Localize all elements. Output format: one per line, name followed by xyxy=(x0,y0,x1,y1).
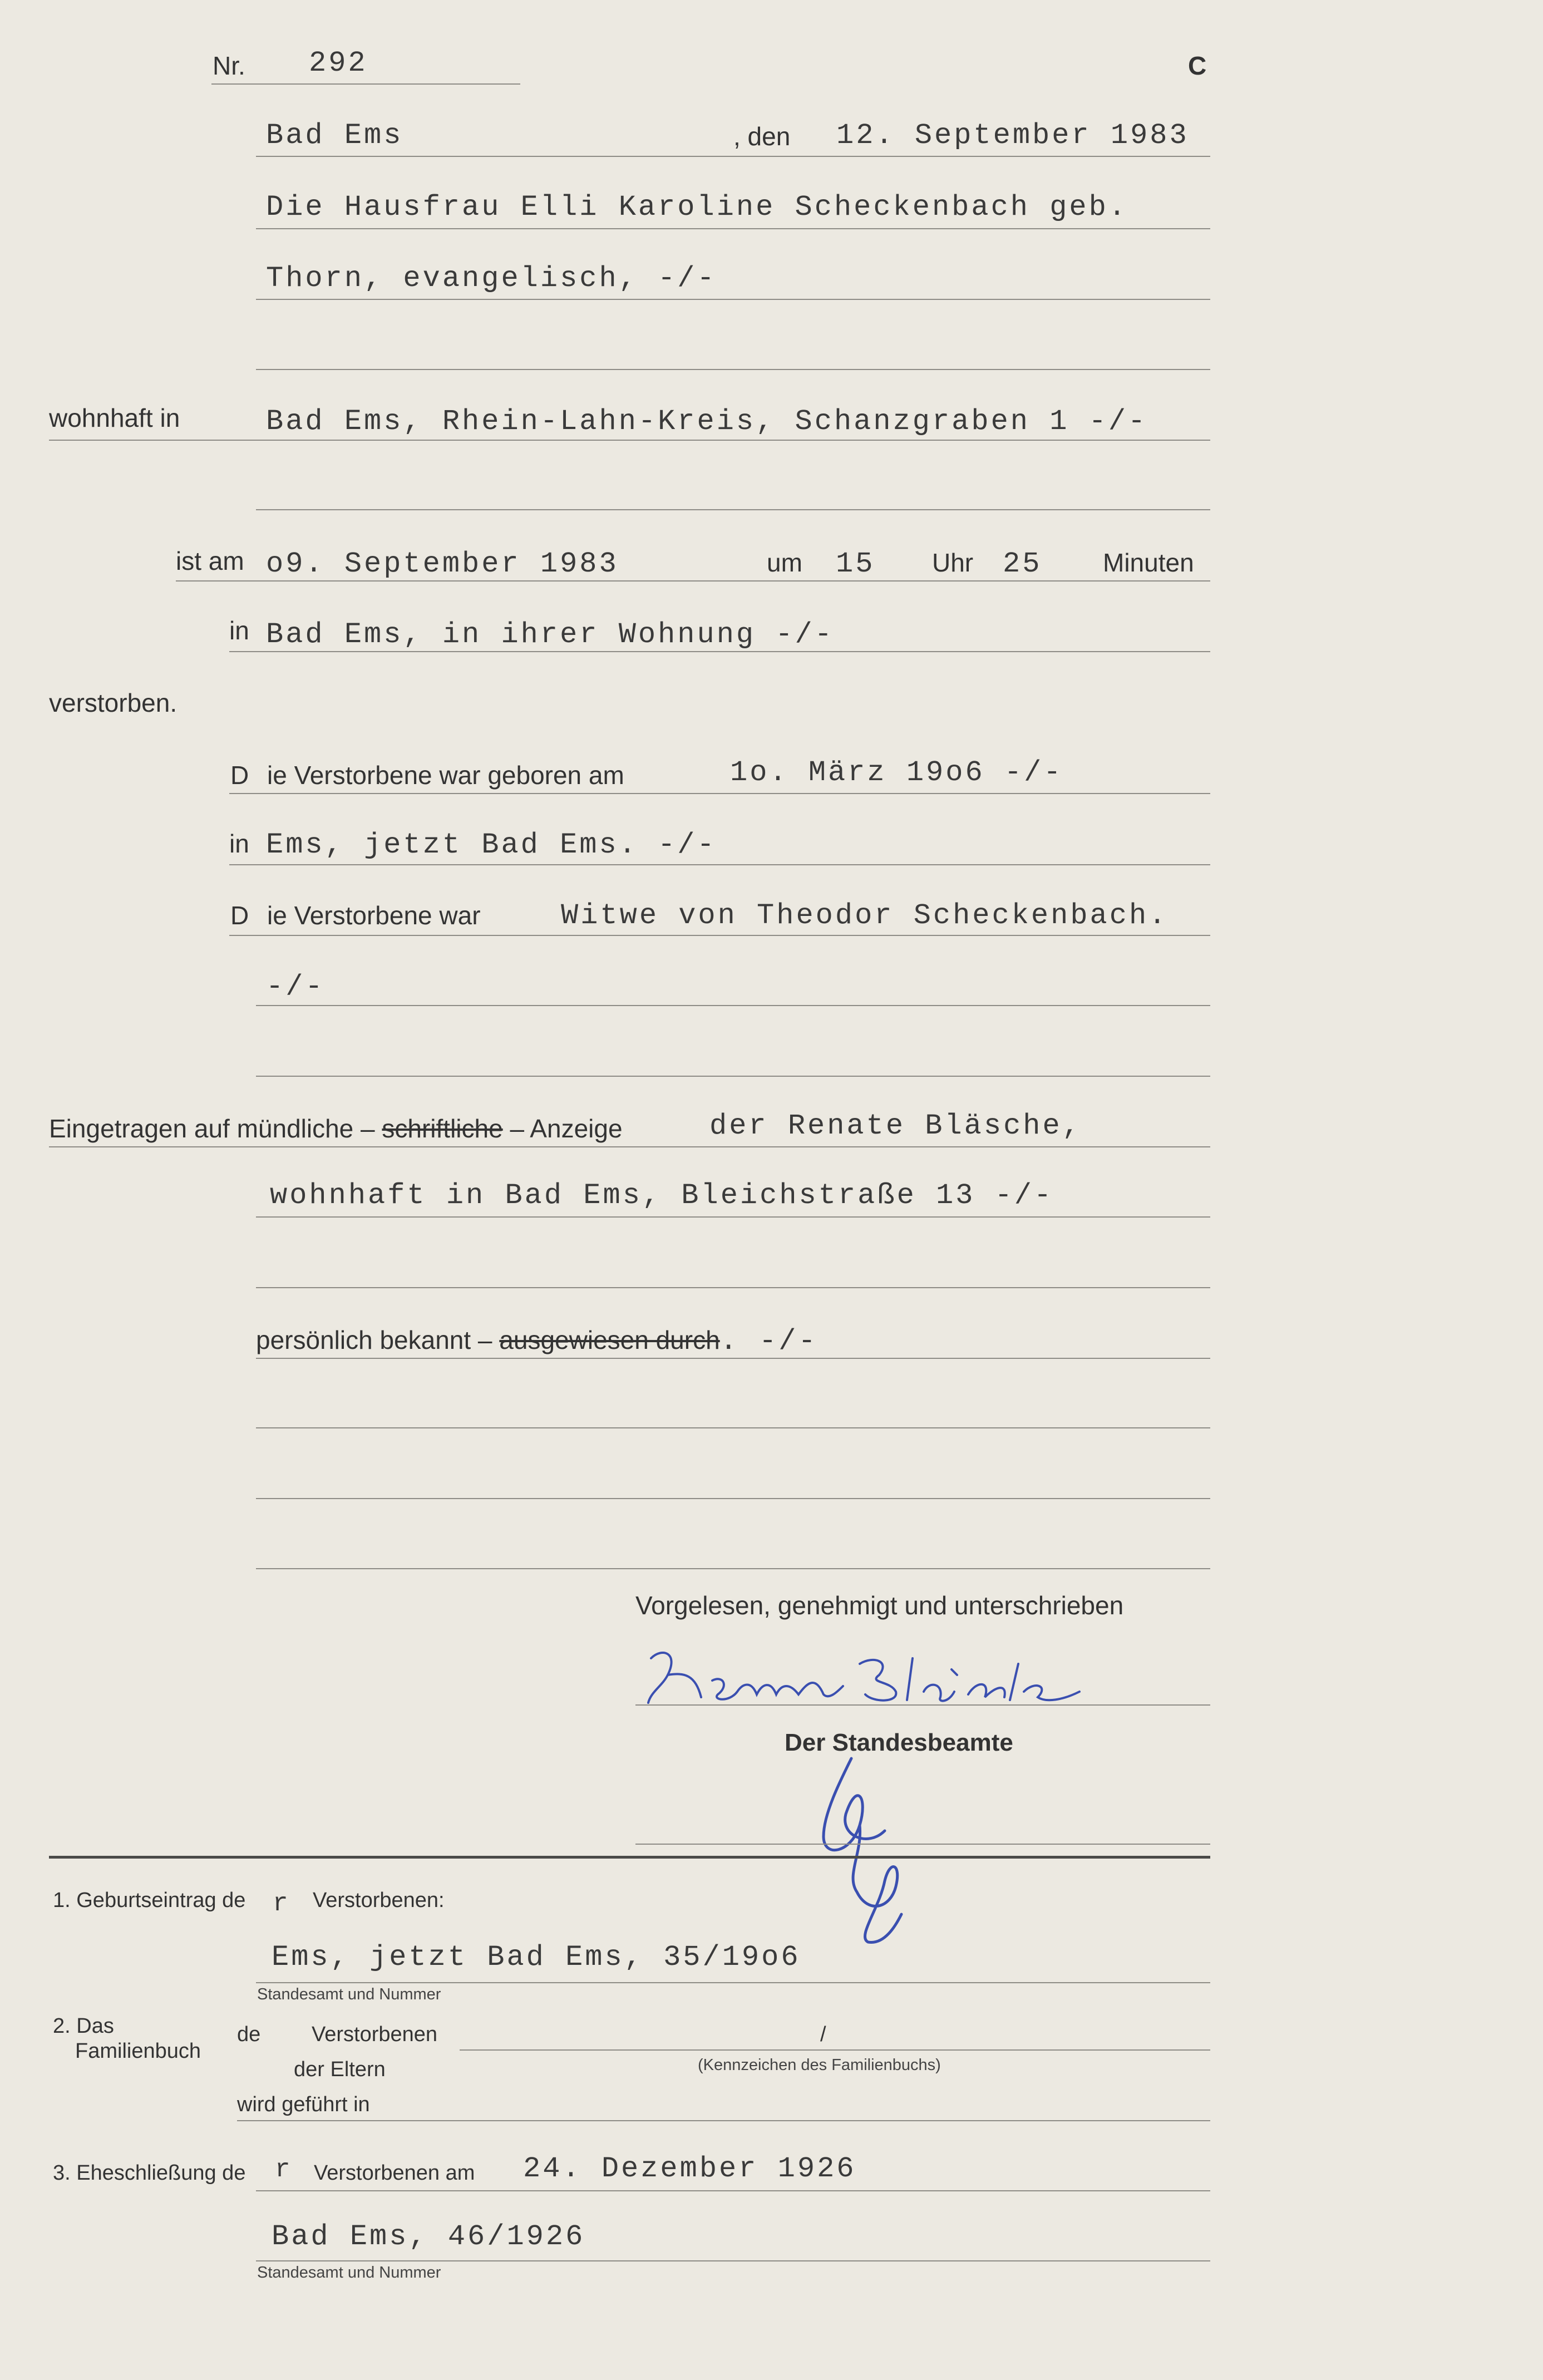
informant-rule xyxy=(256,1216,1210,1218)
uhr-label: Uhr xyxy=(932,548,974,577)
marriage-registry-rule xyxy=(256,2260,1210,2261)
birth-label-d: D xyxy=(230,761,249,790)
place-date-line xyxy=(256,156,1210,157)
registry-place: Bad Ems xyxy=(266,119,403,152)
marriage-label-2: Verstorbenen am xyxy=(314,2161,475,2185)
residence-rule xyxy=(49,440,1210,441)
registry-caption-2: Standesamt und Nummer xyxy=(257,2264,441,2282)
um-label: um xyxy=(767,548,802,577)
report-rule xyxy=(49,1146,1210,1147)
marriage-date: 24. Dezember 1926 xyxy=(523,2152,856,2185)
birth-entry-label: 1. Geburtseintrag de xyxy=(53,1889,246,1912)
family-book-verstorbenen: Verstorbenen xyxy=(312,2023,438,2046)
residence: Bad Ems, Rhein-Lahn-Kreis, Schanzgraben 1 -/- xyxy=(266,405,1148,438)
birth-label: ie Verstorbene war geboren am xyxy=(267,761,624,790)
birth-entry-value: Ems, jetzt Bad Ems, 35/19o6 xyxy=(272,1941,801,1974)
nr-underline xyxy=(211,83,520,85)
death-place-rule xyxy=(229,651,1210,652)
marriage-rule xyxy=(256,2190,1210,2191)
known-label: persönlich bekannt – ausgewiesen durch. -/- xyxy=(256,1325,818,1358)
family-book-rule xyxy=(460,2049,1210,2051)
marriage-label: 3. Eheschließung de xyxy=(53,2161,246,2185)
signature-rule xyxy=(635,1704,1210,1706)
residence-rule-2 xyxy=(256,509,1210,510)
registration-date: 12. September 1983 xyxy=(836,119,1189,152)
official-label: Der Standesbeamte xyxy=(785,1729,1013,1756)
family-book-caption: (Kennzeichen des Familienbuchs) xyxy=(698,2056,941,2074)
family-book-slash: / xyxy=(820,2023,826,2046)
birth-entry-label-2: Verstorbenen: xyxy=(313,1889,445,1912)
status-continuation: -/- xyxy=(266,970,325,1003)
deceased-line-1-rule xyxy=(256,228,1210,229)
footnote-divider xyxy=(49,1856,1210,1859)
den-label: , den xyxy=(733,122,791,151)
status-label: ie Verstorbene war xyxy=(267,901,481,930)
birth-place-rule xyxy=(229,864,1210,865)
ist-am-label: ist am xyxy=(176,546,244,575)
minuten-label: Minuten xyxy=(1103,548,1194,577)
registry-caption: Standesamt und Nummer xyxy=(257,1985,441,2003)
status-rule-3 xyxy=(256,1076,1210,1077)
wohnhaft-label: wohnhaft in xyxy=(49,403,180,432)
report-label: Eingetragen auf mündliche – schriftliche – Anzeige xyxy=(49,1114,623,1143)
known-label-struck: ausgewiesen durch xyxy=(499,1325,720,1354)
marriage-registry: Bad Ems, 46/1926 xyxy=(272,2220,585,2253)
blank-rule-2 xyxy=(256,1498,1210,1499)
family-book-label-1: 2. Das xyxy=(53,2014,114,2038)
closing-statement: Vorgelesen, genehmigt und unterschrieben xyxy=(635,1591,1124,1620)
status-label-d: D xyxy=(230,901,249,930)
status-rule xyxy=(229,935,1210,936)
status-rule-2 xyxy=(256,1005,1210,1006)
official-rule xyxy=(635,1844,1210,1845)
death-date-rule xyxy=(176,580,1210,582)
blank-rule-3 xyxy=(256,1568,1210,1569)
marital-status: Witwe von Theodor Scheckenbach. xyxy=(561,899,1169,932)
informant: der Renate Bläsche, xyxy=(709,1110,1082,1142)
kept-in-rule xyxy=(237,2120,1210,2121)
verstorben-label: verstorben. xyxy=(49,688,178,717)
birth-entry-r: r xyxy=(273,1889,290,1918)
death-hour: 15 xyxy=(836,548,875,580)
birth-date-rule xyxy=(229,793,1210,794)
death-minutes: 25 xyxy=(1003,548,1042,580)
birth-in-label: in xyxy=(229,829,249,858)
marriage-r: r xyxy=(275,2155,293,2184)
known-rule xyxy=(256,1358,1210,1359)
birth-entry-rule xyxy=(256,1982,1210,1983)
deceased-line-2-rule xyxy=(256,299,1210,300)
informant-rule-2 xyxy=(256,1287,1210,1288)
kept-in-label: wird geführt in xyxy=(237,2093,370,2116)
official-signature xyxy=(807,1747,918,1948)
family-book-eltern: der Eltern xyxy=(294,2058,386,2081)
deceased-line-3-rule xyxy=(256,369,1210,370)
corner-letter: C xyxy=(1188,51,1207,80)
record-number: 292 xyxy=(309,47,368,80)
blank-rule-1 xyxy=(256,1427,1210,1428)
birth-date: 1o. März 19o6 -/- xyxy=(730,756,1063,789)
informant-signature xyxy=(640,1642,1118,1719)
informant-address: wohnhaft in Bad Ems, Bleichstraße 13 -/- xyxy=(270,1179,1054,1212)
death-place: Bad Ems, in ihrer Wohnung -/- xyxy=(266,618,834,651)
deceased-line-1: Die Hausfrau Elli Karoline Scheckenbach geb. xyxy=(266,191,1128,224)
death-date: o9. September 1983 xyxy=(266,548,619,580)
nr-label: Nr. xyxy=(213,51,245,80)
in-label: in xyxy=(229,616,249,645)
birth-place: Ems, jetzt Bad Ems. -/- xyxy=(266,829,717,861)
family-book-de: de xyxy=(237,2023,261,2046)
report-label-struck: schriftliche xyxy=(382,1114,503,1143)
deceased-line-2: Thorn, evangelisch, -/- xyxy=(266,262,717,295)
family-book-label-2: Familienbuch xyxy=(75,2039,201,2063)
